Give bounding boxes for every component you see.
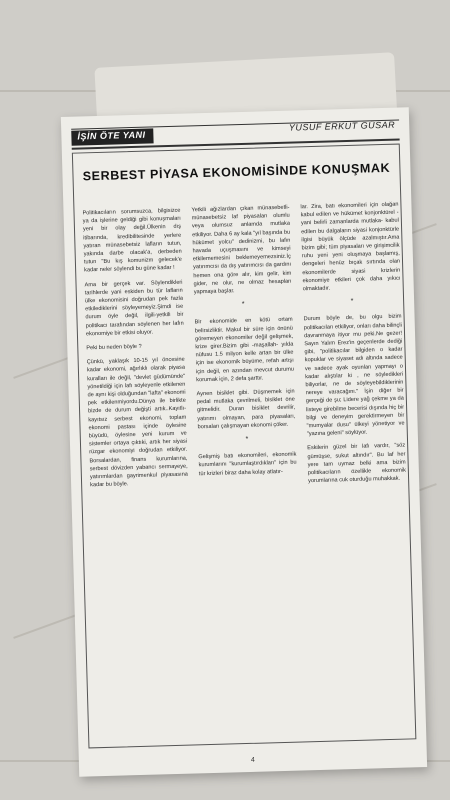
paragraph: Durum böyle de, bu olgu bizim politikacıları etkiliyor, onları daha bilinçli davranmaya itiyor mu peki.Ne gezer! Sayın Yalım Erez'in geçenlerde dediği gibi, "politikacılar bilgiden o kadar kopuklar ve siyaset adı altında sadece ve sadece ayak oyunları yapmayı o kadar alıştılar ki , ne söyledikleri biliyorlar, ne de söyleyebildiklerinin nereye varacağını." İşin diğer bir gerçeği de şu; Lidere yağ çekme ya da listeye girebilme becerisi dışında hiç bir bilgi ve deneyim gerektirmeyen bir "mumyalar dusu" ülkeyi yönetiyor ve "yazına geleni" söylüyor. [303,313,405,438]
paragraph: Gelişmiş batı ekonomileri, ekonomik kurumlarını "kurumlaştırdıkları" için bu tür krizleri biraz daha kolay atlatır- [198,451,297,477]
paragraph: lar. Zira, batı ekonomileri için olağan kabul edilen ve hükümet konjonktürel -yani belirli zamanlarda mutlaka- kabul edilen bu dalgaların siyasi konjonktürle ilgisi büyük ölçüde azalmıştır.Ama bizim gibi; tüm piyasaları ve girişimcilik ruhu yeni yeni oluşmaya başlamış, dengeleri henüz bıçak sırtında olan ekonomilerde siyasi krizlerin ekonomiye etkileri çok daha yıkıcı olmaktadır. [300,201,401,293]
paragraph: Yetkili ağızlardan çıkan münasebetli-münasebetsiz laf piyasaları olumlu veya olumsuz anlamda mutlaka etkiliyor. Daha 6 ay kala "yıl başında bu hükümet yolcu" dedinizmi, bu lafın havada uçuşmasını ve kimseyi etkilememesini beklemeyemezsiniz.İç yatırımcısı da dış yatırımcısı da gardını hemen ona göre alır, kim gelir, kim gider, ne olur, ne olmaz hesapları yapmaya başlar. [191,204,292,296]
paragraph: Bir ekonomide en kötü ortam belirsizliktir. Makul bir süre için önünü göremeyen ekonomiler değil gelişmek, krize girer.Bizim gibi -maşallah- yılda nüfusu 1.5 milyon kelle artan bir ülke için ise ekonomik büyüme, refah artışı için değil, en azından mevcut durumu korumak için, 2 defa şarttır. [194,317,295,384]
article-column-1 [82,207,188,496]
article-frame [72,144,417,749]
paragraph: Politikacıların sorumsuzca, bilgisizce ya da işlerine geldiği gibi konuşmaları yeni bir olay değil.Ülkenin dış itibarında, kredibilitesinde yerlere yatıran münasebetsiz lafların tutun, yakında darbe olacak'a, derbeden tutun "Bu kış komunizm gelecek'e kadar neler söylendi bu güne kadar ! [82,207,182,274]
paragraph: Çünkü, yaklaşık 10-15 yıl öncesine kadar ekonomi, ağırlıklı olarak piyasa kuralları ile değil, "devlet güdümünde" yönetildiği için lafı söyleyenle etkilenen de aynı kişi olduğundan "lafta" ekonomi pek etkilenmiyordu.Dünya ile birlikte bizde de durum değişti artık..Kayıtlı-kayıtsız serbest ekonomi, toplam ekonomi pastası içinde öylesine büyüdü, öylesine yeni kurum ve sistemler ortaya çıktıki, artık her siyasi rüzgar ekonomiyi doğrudan etkiliyor. Borsalardan, finans kurumlarına, serbest dövizden yabancı sermayeye, yatırımlardan gayrimenkul piyasasına kadar bu böyle. [86,356,188,489]
paragraph: Peki bu neden böyle ? [86,343,142,352]
paragraph: Aynen bisiklet gibi. Düşmemek için pedal mutlaka çevrilmeli, bisiklet öne gitmelidir. Duran bisiklet devrilir, yatırımı olmayan, para piyasaları, borsaları çalışmayan ekonomi çöker. [196,388,296,431]
separator-star: * [350,298,354,306]
article-column-3 [300,201,406,492]
page-number: 4 [250,756,255,764]
article-title: SERBEST PİYASA EKONOMİSİNDE KONUŞMAK [82,160,391,184]
separator-star: * [245,435,249,444]
author-name: YUSUF ERKUT GÜSAR [288,119,396,133]
separator-star: * [241,301,245,309]
paragraph: Ama bir gerçek var. Söylendikleri tarihlerde yani eskiden bu tür lafların ülke ekonomisini doğrudan pek fazla etkilediklerini söyleyemeyiz.Şimdi ise durum öyle değil, ilgili-yetkili bir politikacı tarafından söylenen her lafın ekonomiye bir etkisi oluyor. [84,279,184,338]
magazine-page [61,107,427,776]
article-column-2 [191,204,297,485]
section-label: İŞİN ÖTE YANI [71,128,154,145]
paragraph: Eskilerin güzel bir lafı vardır, "söz gümüşse, sukut altındır". Bu laf her yere tam uymaz belki ama bizim politikacıların özellikle ekonomik yorumlarına cuk oturduğu muhakkak. [307,442,406,485]
